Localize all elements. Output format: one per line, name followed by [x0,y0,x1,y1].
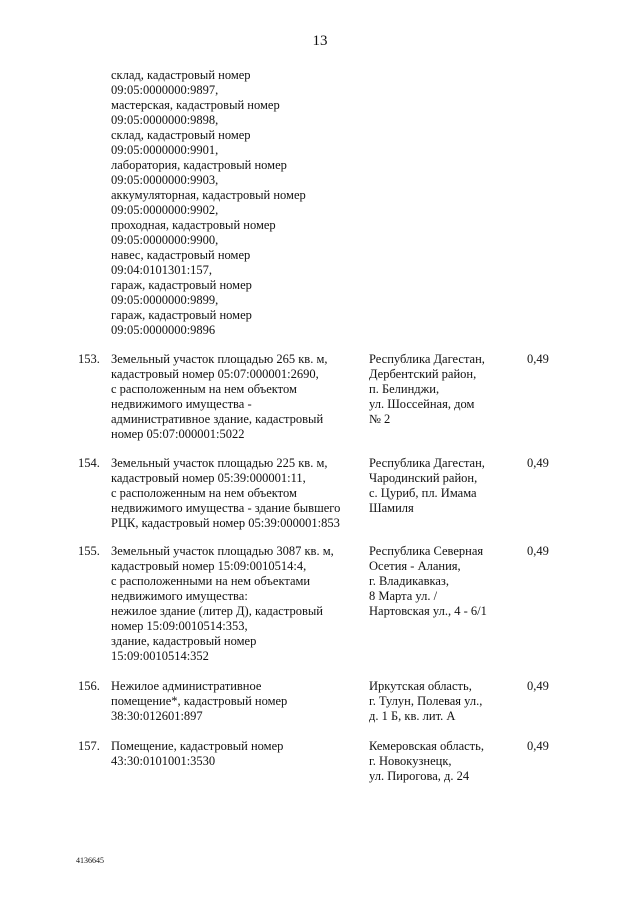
continuation-line: аккумуляторная, кадастровый номер [111,188,306,202]
address-line: Нартовская ул., 4 - 6/1 [369,604,487,618]
row-number: 157. [78,739,100,753]
address-line: Осетия - Алания, [369,559,461,573]
address-line: ул. Шоссейная, дом [369,397,475,411]
address-line: 8 Марта ул. / [369,589,438,603]
continuation-line: 09:05:0000000:9901, [111,143,219,157]
description-line: кадастровый номер 05:07:000001:2690, [111,367,319,381]
row-number: 154. [78,456,100,470]
share-value: 0,49 [527,456,549,470]
description-line: нежилое здание (литер Д), кадастровый [111,604,323,618]
share-value: 0,49 [527,544,549,558]
property-description [111,352,363,442]
description-line: с расположенными на нем объектами [111,574,311,588]
description-line: недвижимого имущества: [111,589,248,603]
continuation-line: лаборатория, кадастровый номер [111,158,287,172]
continuation-block [111,68,371,338]
continuation-line: 09:05:0000000:9896 [111,323,216,337]
address-line: Кемеровская область, [369,739,484,753]
description-line: недвижимого имущества - здание бывшего [111,501,341,515]
property-description [111,739,363,769]
continuation-line: гараж, кадастровый номер [111,308,252,322]
address-line: ул. Пирогова, д. 24 [369,769,470,783]
property-address [369,739,514,784]
description-line: кадастровый номер 05:39:000001:11, [111,471,306,485]
description-line: административное здание, кадастровый [111,412,324,426]
description-line: здание, кадастровый номер [111,634,257,648]
document-code: 4136645 [76,856,104,865]
address-line: Дербентский район, [369,367,477,381]
continuation-line: склад, кадастровый номер [111,68,251,82]
continuation-line: 09:05:0000000:9897, [111,83,219,97]
address-line: п. Белинджи, [369,382,440,396]
description-line: номер 15:09:0010514:353, [111,619,248,633]
address-line: Иркутская область, [369,679,472,693]
address-line: с. Цуриб, пл. Имама [369,486,477,500]
property-address [369,456,514,516]
property-address [369,352,514,427]
description-line: 15:09:0010514:352 [111,649,209,663]
continuation-line: склад, кадастровый номер [111,128,251,142]
description-line: недвижимого имущества - [111,397,252,411]
share-value: 0,49 [527,679,549,693]
share-value: 0,49 [527,739,549,753]
address-line: Чародинский район, [369,471,478,485]
row-number: 155. [78,544,100,558]
continuation-line: проходная, кадастровый номер [111,218,276,232]
description-line: Помещение, кадастровый номер [111,739,284,753]
address-line: Республика Северная [369,544,484,558]
address-line: г. Тулун, Полевая ул., [369,694,483,708]
address-line: г. Новокузнецк, [369,754,452,768]
property-description [111,679,363,724]
address-line: Республика Дагестан, [369,456,485,470]
address-line: д. 1 Б, кв. лит. А [369,709,456,723]
property-address [369,679,514,724]
description-line: 38:30:012601:897 [111,709,203,723]
row-number: 153. [78,352,100,366]
continuation-line: гараж, кадастровый номер [111,278,252,292]
description-line: с расположенным на нем объектом [111,382,297,396]
address-line: № 2 [369,412,391,426]
description-line: Земельный участок площадью 225 кв. м, [111,456,328,470]
description-line: 43:30:0101001:3530 [111,754,216,768]
description-line: с расположенным на нем объектом [111,486,297,500]
description-line: кадастровый номер 15:09:0010514:4, [111,559,307,573]
property-address [369,544,514,619]
address-line: г. Владикавказ, [369,574,449,588]
page-number: 13 [312,33,328,49]
property-description [111,544,363,664]
continuation-line: 09:05:0000000:9902, [111,203,219,217]
property-description [111,456,363,531]
description-line: РЦК, кадастровый номер 05:39:000001:853 [111,516,340,530]
continuation-line: 09:04:0101301:157, [111,263,213,277]
continuation-line: навес, кадастровый номер [111,248,251,262]
continuation-line: 09:05:0000000:9899, [111,293,219,307]
description-line: номер 05:07:000001:5022 [111,427,245,441]
share-value: 0,49 [527,352,549,366]
description-line: Нежилое административное [111,679,262,693]
description-line: Земельный участок площадью 265 кв. м, [111,352,328,366]
continuation-line: 09:05:0000000:9900, [111,233,219,247]
continuation-line: 09:05:0000000:9903, [111,173,219,187]
address-line: Республика Дагестан, [369,352,485,366]
description-line: помещение*, кадастровый номер [111,694,288,708]
address-line: Шамиля [369,501,414,515]
continuation-line: мастерская, кадастровый номер [111,98,280,112]
continuation-line: 09:05:0000000:9898, [111,113,219,127]
description-line: Земельный участок площадью 3087 кв. м, [111,544,334,558]
row-number: 156. [78,679,100,693]
